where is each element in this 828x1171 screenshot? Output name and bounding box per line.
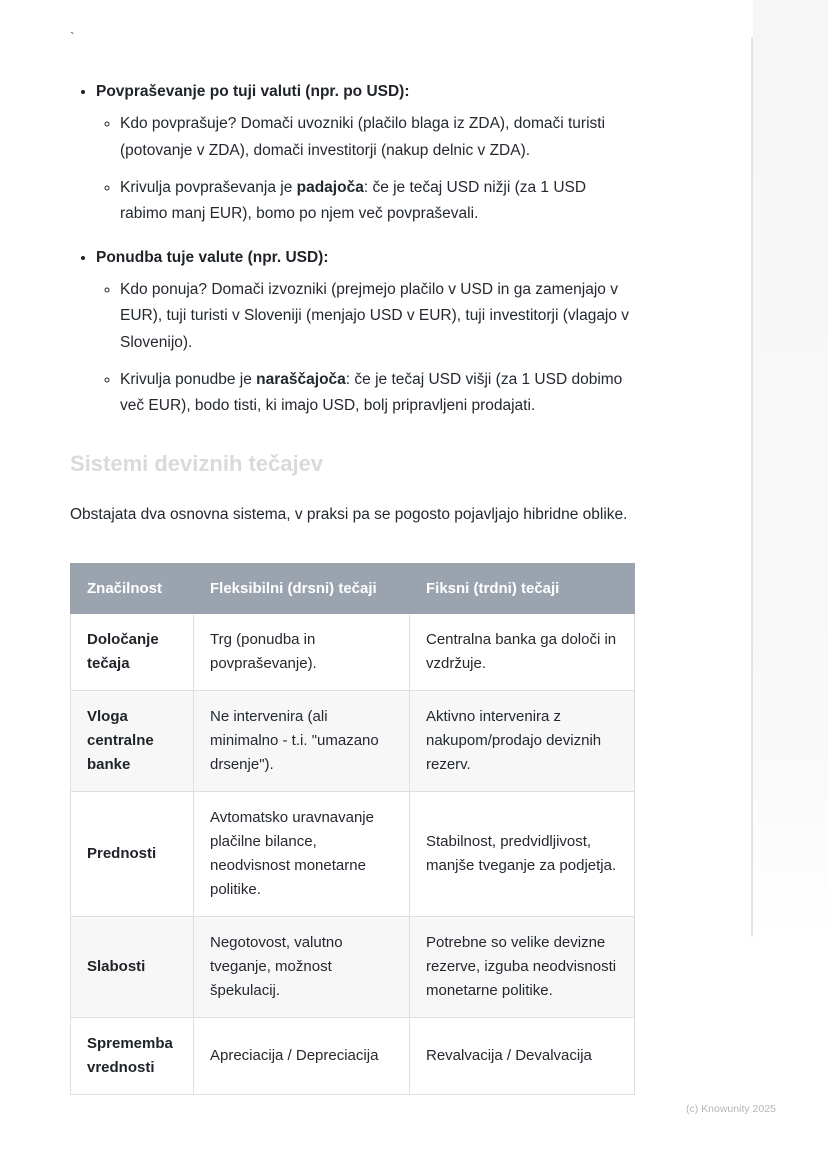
sub-list-item bbox=[120, 277, 634, 356]
text-segment: Kdo povprašuje? Domači uvozniki (plačilo blaga iz ZDA), domači turisti (potovanje v ZDA), domači investitorji (nakup delnic v ZDA). bbox=[120, 115, 606, 159]
table-row bbox=[71, 791, 635, 916]
table-row bbox=[71, 613, 635, 690]
sub-list-item bbox=[120, 367, 634, 420]
flexible-cell: Avtomatsko uravnavanje plačilne bilance, neodvisnost monetarne politike. bbox=[194, 791, 410, 916]
text-segment: Kdo ponuja? Domači izvozniki (prejmejo plačilo v USD in ga zamenjajo v EUR), tuji turisti v Sloveniji (menjajo USD v EUR), tuji investitorji (vlagajo v Slovenijo). bbox=[120, 280, 630, 351]
fixed-cell: Centralna banka ga določi in vzdržuje. bbox=[410, 613, 635, 690]
flexible-cell: Ne intervenira (ali minimalno - t.i. "umazano drsenje"). bbox=[194, 690, 410, 791]
list-item-title: Povpraševanje po tuji valuti (npr. po USD): bbox=[96, 83, 410, 100]
section-heading: Sistemi deviznih tečajev bbox=[70, 450, 324, 476]
flexible-cell: Negotovost, valutno tveganje, možnost špekulacij. bbox=[194, 916, 410, 1017]
list-item-demand bbox=[96, 80, 634, 228]
exchange-rate-systems-table bbox=[70, 563, 635, 1095]
row-feature-cell: Prednosti bbox=[71, 791, 194, 916]
sub-list bbox=[96, 111, 634, 227]
text-segment: Krivulja povpraševanja je bbox=[120, 178, 297, 196]
sub-list-item bbox=[120, 111, 634, 164]
row-feature-cell: Slabosti bbox=[71, 916, 194, 1017]
document-content bbox=[70, 0, 634, 1095]
fixed-cell: Revalvacija / Devalvacija bbox=[410, 1017, 635, 1094]
fixed-cell: Aktivno intervenira z nakupom/prodajo deviznih rezerv. bbox=[410, 690, 635, 791]
page-edge-line bbox=[751, 37, 753, 937]
table-row bbox=[71, 1017, 635, 1094]
text-segment: : če je tečaj USD nižji (za 1 USD rabimo manj EUR), bomo po njem več povpraševali. bbox=[120, 178, 587, 223]
stray-backtick: ` bbox=[70, 29, 75, 45]
header-cell-feature: Značilnost bbox=[71, 563, 194, 613]
table-row bbox=[71, 916, 635, 1017]
bullet-list bbox=[70, 80, 634, 420]
bold-segment: padajoča bbox=[296, 178, 364, 196]
table-row bbox=[71, 690, 635, 791]
list-item-supply bbox=[96, 246, 634, 420]
row-feature-cell: Vloga centralne banke bbox=[71, 690, 194, 791]
intro-paragraph: Obstajata dva osnovna sistema, v praksi pa se pogosto pojavljajo hibridne oblike. bbox=[70, 506, 628, 524]
sub-list bbox=[96, 277, 634, 420]
flexible-cell: Trg (ponudba in povpraševanje). bbox=[194, 613, 410, 690]
flexible-cell: Apreciacija / Depreciacija bbox=[194, 1017, 410, 1094]
row-feature-cell: Sprememba vrednosti bbox=[71, 1017, 194, 1094]
table-header-row bbox=[71, 563, 635, 613]
page-margin-shade bbox=[753, 0, 828, 937]
row-feature-cell: Določanje tečaja bbox=[71, 613, 194, 690]
fixed-cell: Stabilnost, predvidljivost, manjše tveganje za podjetja. bbox=[410, 791, 635, 916]
fixed-cell: Potrebne so velike devizne rezerve, izguba neodvisnosti monetarne politike. bbox=[410, 916, 635, 1017]
list-item-title: Ponudba tuje valute (npr. USD): bbox=[96, 248, 329, 266]
sub-list-item bbox=[120, 175, 634, 228]
footer-credit: (c) Knowunity 2025 bbox=[686, 1103, 776, 1115]
header-cell-fixed: Fiksni (trdni) tečaji bbox=[410, 563, 635, 613]
text-segment: : če je tečaj USD višji (za 1 USD dobimo več EUR), bodo tisti, ki imajo USD, bolj pripravljeni prodajati. bbox=[120, 370, 623, 415]
bold-segment: naraščajoča bbox=[256, 370, 346, 388]
header-cell-flexible: Fleksibilni (drsni) tečaji bbox=[194, 563, 410, 613]
text-segment: Krivulja ponudbe je bbox=[120, 370, 257, 388]
